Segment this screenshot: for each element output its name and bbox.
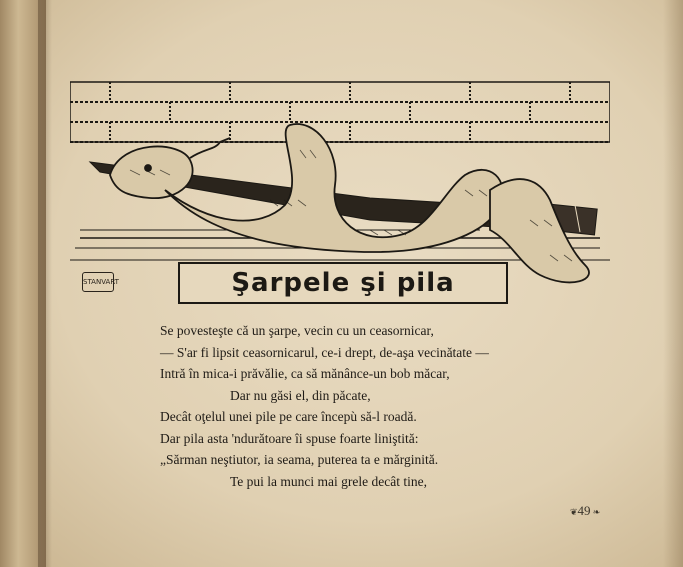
poem-line: Dar nu găsi el, din păcate, [230,387,371,403]
poem-line: Intră în mica-i prăvălie, ca să mănânce-un bob măcar, [160,366,450,381]
illustrator-signature: STANVART [82,272,114,292]
page-number: ❦ 49 ❧ [570,503,600,519]
poem-line: Decât oţelul unei pile pe care începù să-l roadă. [160,409,417,424]
book-gutter [38,0,52,567]
poem-line: Te pui la munci mai grele decât tine, [230,473,427,489]
poem-line: Dar pila asta 'ndurătoare îi spuse foarte liniştită: [160,430,419,446]
brick-wall [70,82,610,142]
poem-line: Se povesteşte că un şarpe, vecin cu un ceasornicar, [160,323,434,338]
poem-line: — S'ar fi lipsit ceasornicarul, ce-i drept, de-aşa vecinătate — [160,344,489,360]
right-page-edge [663,0,683,567]
page-title: Şarpele şi pila [231,268,455,298]
title-frame [178,262,508,304]
poem-line: „Sărman neştiutor, ia seama, puterea ta e mărginită. [160,452,439,467]
poem-text [160,320,540,492]
